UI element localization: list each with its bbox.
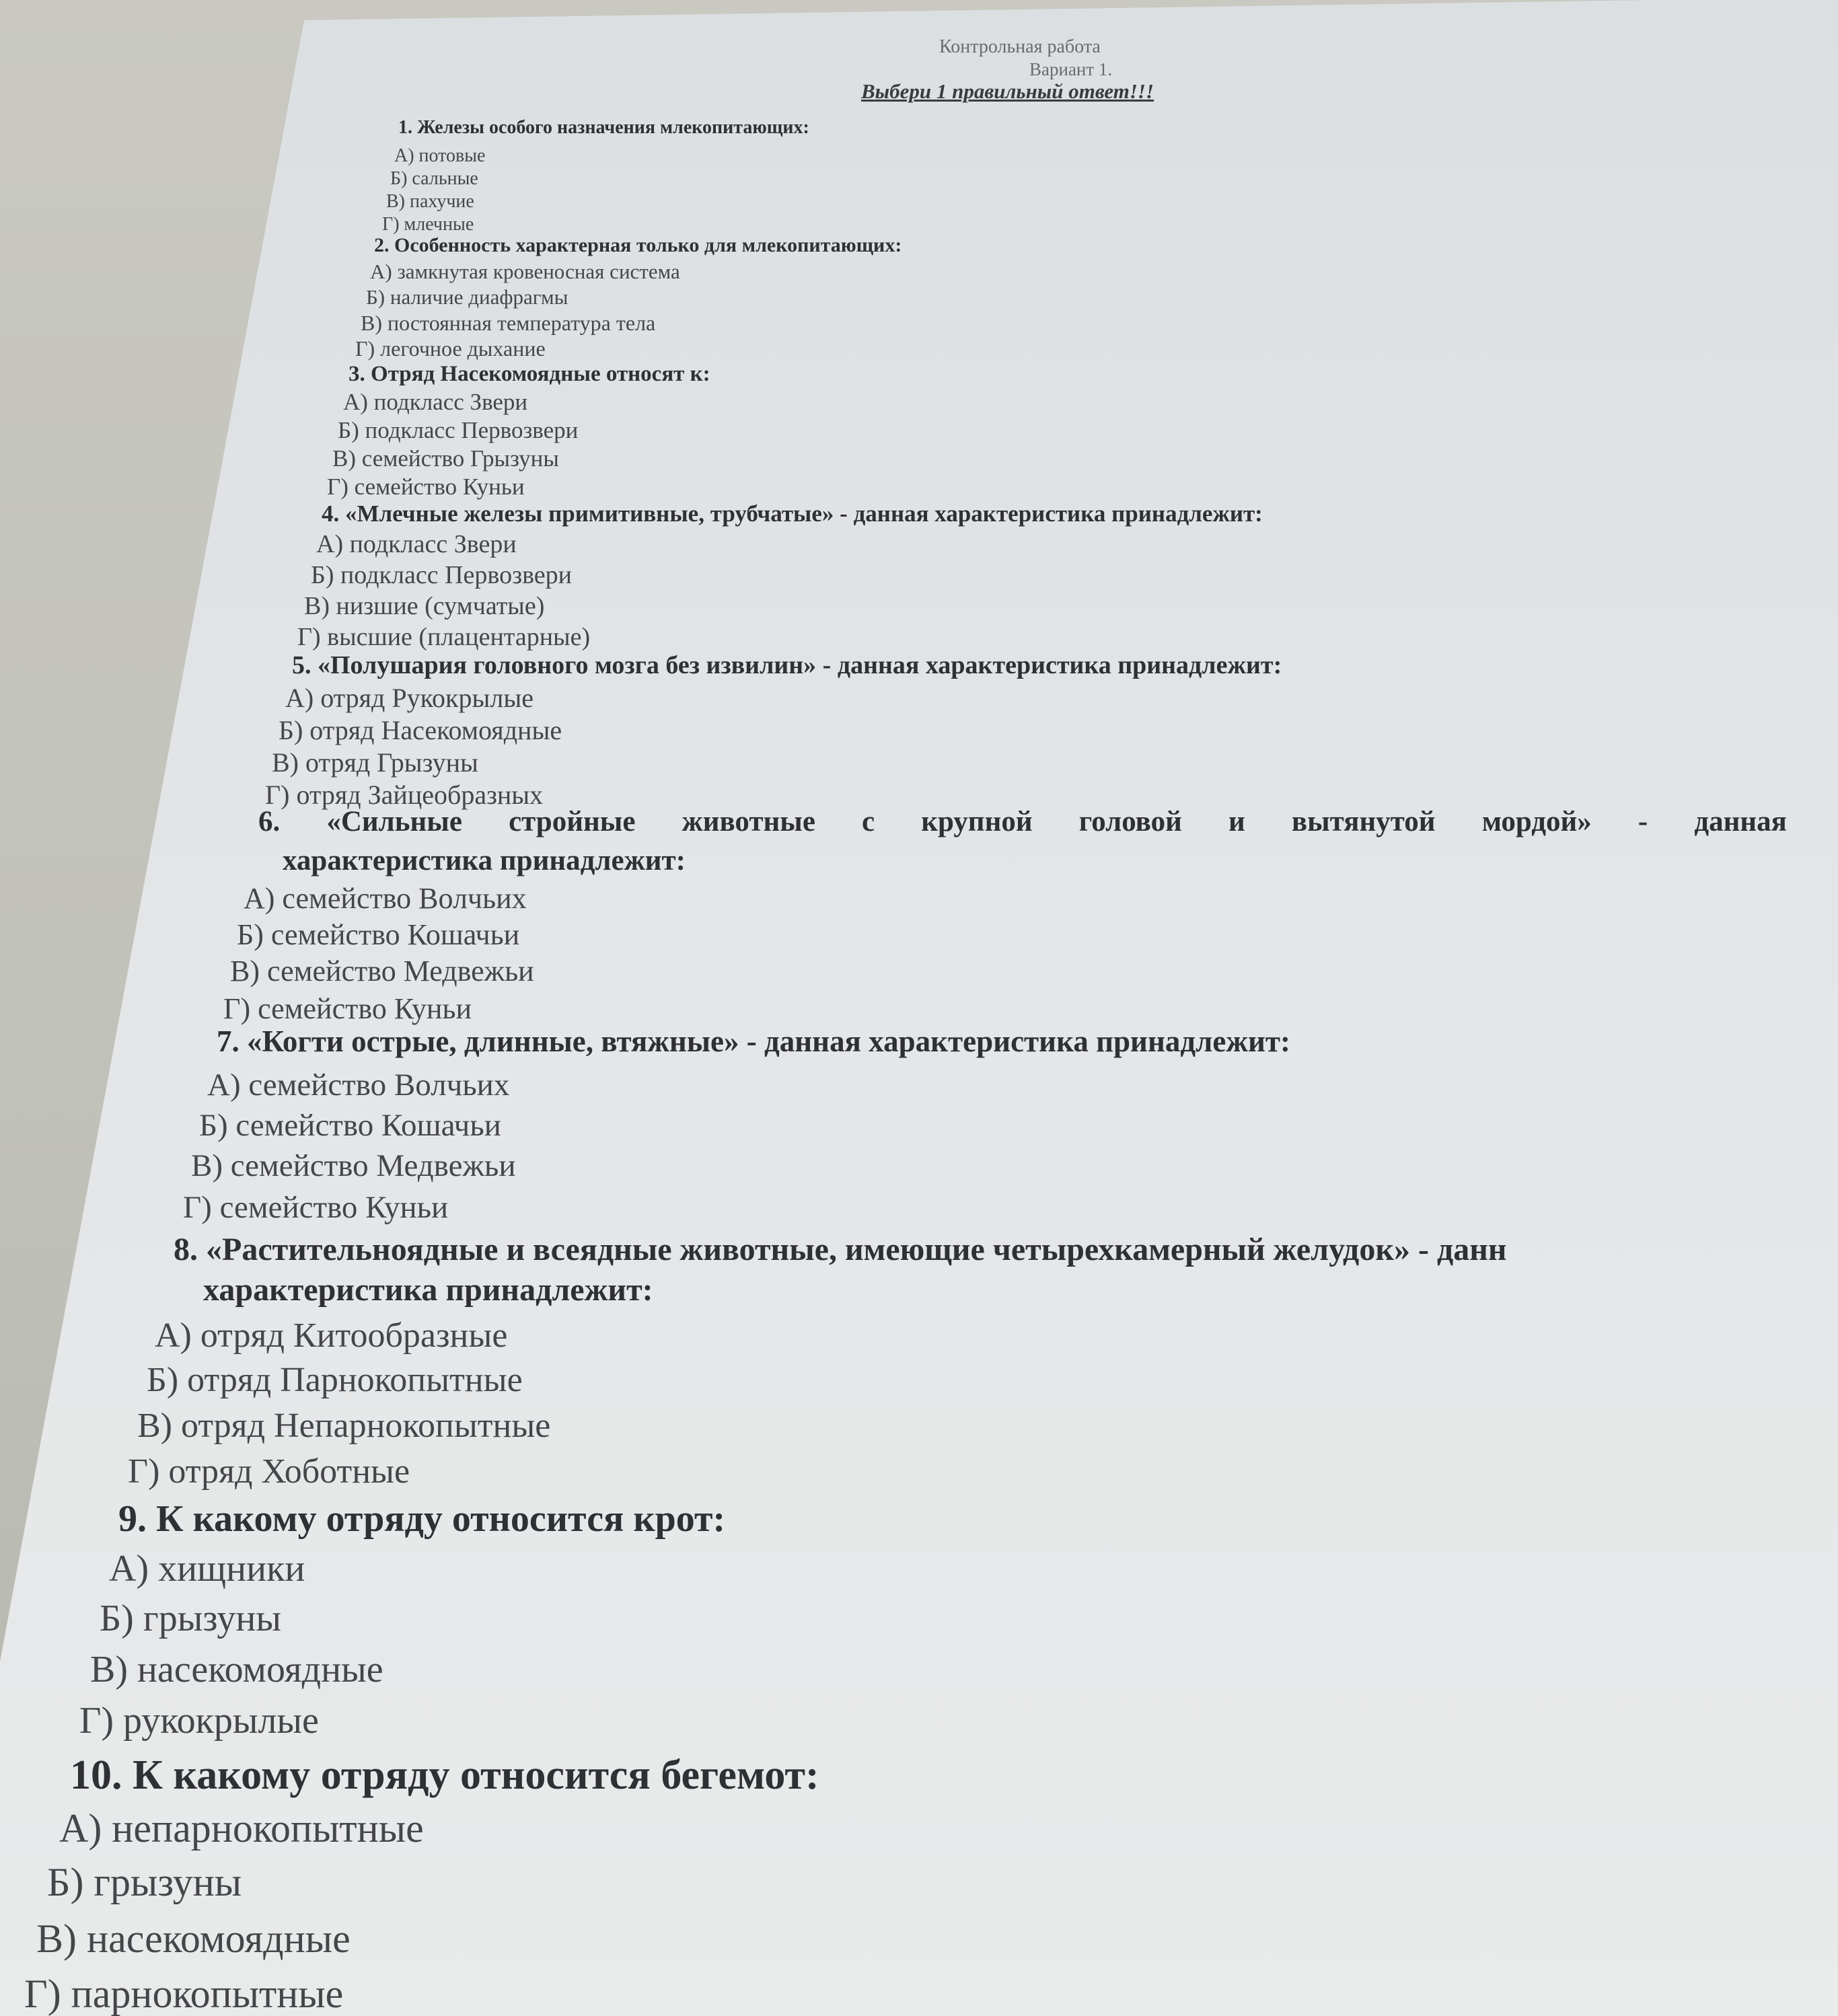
answer-6b: Б) семейство Кошачьи [237, 918, 520, 951]
question-6 [258, 807, 1787, 836]
answer-5b: Б) отряд Насекомоядные [279, 715, 562, 745]
answer-8b: Б) отряд Парнокопытные [147, 1361, 523, 1399]
answer-9c: В) насекомоядные [90, 1649, 383, 1690]
answer-8d: Г) отряд Хоботные [128, 1452, 410, 1491]
question-9: 9. К какому отряду относится крот: [118, 1498, 726, 1540]
question-6-continued: характеристика принадлежит: [283, 845, 686, 876]
question-6-word: «Сильные [326, 806, 462, 837]
question-8: 8. «Растительноядные и всеядные животные, имеющие четырехкамерный желудок» - данн [174, 1232, 1507, 1267]
question-6-word: крупной [921, 806, 1033, 837]
question-6-word: - [1638, 806, 1648, 837]
question-7: 7. «Когти острые, длинные, втяжные» - данная характеристика принадлежит: [217, 1024, 1291, 1058]
answer-10b: Б) грызуны [47, 1860, 242, 1904]
question-6-word: вытянутой [1291, 806, 1436, 837]
question-6-word: головой [1078, 806, 1182, 837]
answer-3b: Б) подкласс Первозвери [338, 417, 579, 443]
question-6-word: данная [1694, 806, 1787, 837]
question-6-word: мордой» [1481, 806, 1592, 837]
question-5: 5. «Полушария головного мозга без извилин» - данная характеристика принадлежит: [292, 651, 1282, 679]
answer-6c: В) семейство Медвежьи [230, 955, 534, 987]
answer-7d: Г) семейство Куньи [183, 1190, 449, 1225]
question-8-continued: характеристика принадлежит: [203, 1272, 653, 1308]
answer-5c: В) отряд Грызуны [272, 747, 478, 778]
question-2: 2. Особенность характерная только для млекопитающих: [374, 234, 902, 256]
answer-3c: В) семейство Грызуны [332, 445, 559, 472]
answer-1d: Г) млечные [382, 214, 474, 235]
question-6-word: и [1228, 806, 1245, 837]
question-6-word: с [862, 806, 875, 837]
answer-9a: А) хищники [109, 1548, 305, 1590]
answer-7a: А) семейство Волчьих [207, 1068, 510, 1103]
answer-8a: А) отряд Китообразные [155, 1316, 508, 1355]
question-6-word: животные [682, 806, 815, 837]
question-3: 3. Отряд Насекомоядные относят к: [348, 362, 710, 386]
answer-2a: А) замкнутая кровеносная система [370, 260, 680, 283]
answer-6a: А) семейство Волчьих [244, 882, 527, 915]
answer-10c: В) насекомоядные [36, 1916, 351, 1961]
answer-3d: Г) семейство Куньи [327, 474, 525, 500]
answer-2d: Г) легочное дыхание [355, 336, 546, 361]
answer-1b: Б) сальные [390, 168, 478, 189]
variant-label: Вариант 1. [1029, 59, 1113, 79]
answer-9b: Б) грызуны [100, 1598, 281, 1639]
answer-2b: Б) наличие диафрагмы [366, 285, 568, 309]
instruction-text: Выбери 1 правильный ответ!!! [861, 79, 1154, 103]
answer-4c: В) низшие (сумчатые) [304, 592, 545, 620]
document-title: Контрольная работа [939, 36, 1101, 57]
answer-7b: Б) семейство Кошачьи [199, 1108, 501, 1143]
question-1: 1. Железы особого назначения млекопитающих: [398, 117, 809, 138]
question-6-word: 6. [258, 806, 281, 837]
answer-1a: А) потовые [394, 145, 486, 166]
question-6-word: стройные [509, 806, 636, 837]
answer-3a: А) подкласс Звери [343, 389, 528, 415]
answer-6d: Г) семейство Куньи [223, 992, 472, 1025]
answer-2c: В) постоянная температура тела [361, 311, 656, 335]
answer-10d: Г) парнокопытные [24, 1972, 344, 2016]
answer-4a: А) подкласс Звери [316, 530, 517, 558]
answer-7c: В) семейство Медвежьи [191, 1148, 516, 1183]
answer-8c: В) отряд Непарнокопытные [137, 1407, 551, 1445]
question-10: 10. К какому отряду относится бегемот: [70, 1752, 819, 1798]
answer-10a: А) непарнокопытные [59, 1806, 424, 1851]
answer-5d: Г) отряд Зайцеобразных [265, 780, 544, 810]
answer-1c: В) пахучие [386, 191, 474, 212]
answer-5a: А) отряд Рукокрылые [285, 683, 534, 713]
answer-4d: Г) высшие (плацентарные) [297, 623, 591, 651]
question-4: 4. «Млечные железы примитивные, трубчатые» - данная характеристика принадлежит: [322, 500, 1263, 527]
answer-9d: Г) рукокрылые [79, 1700, 319, 1742]
answer-4b: Б) подкласс Первозвери [311, 561, 572, 589]
